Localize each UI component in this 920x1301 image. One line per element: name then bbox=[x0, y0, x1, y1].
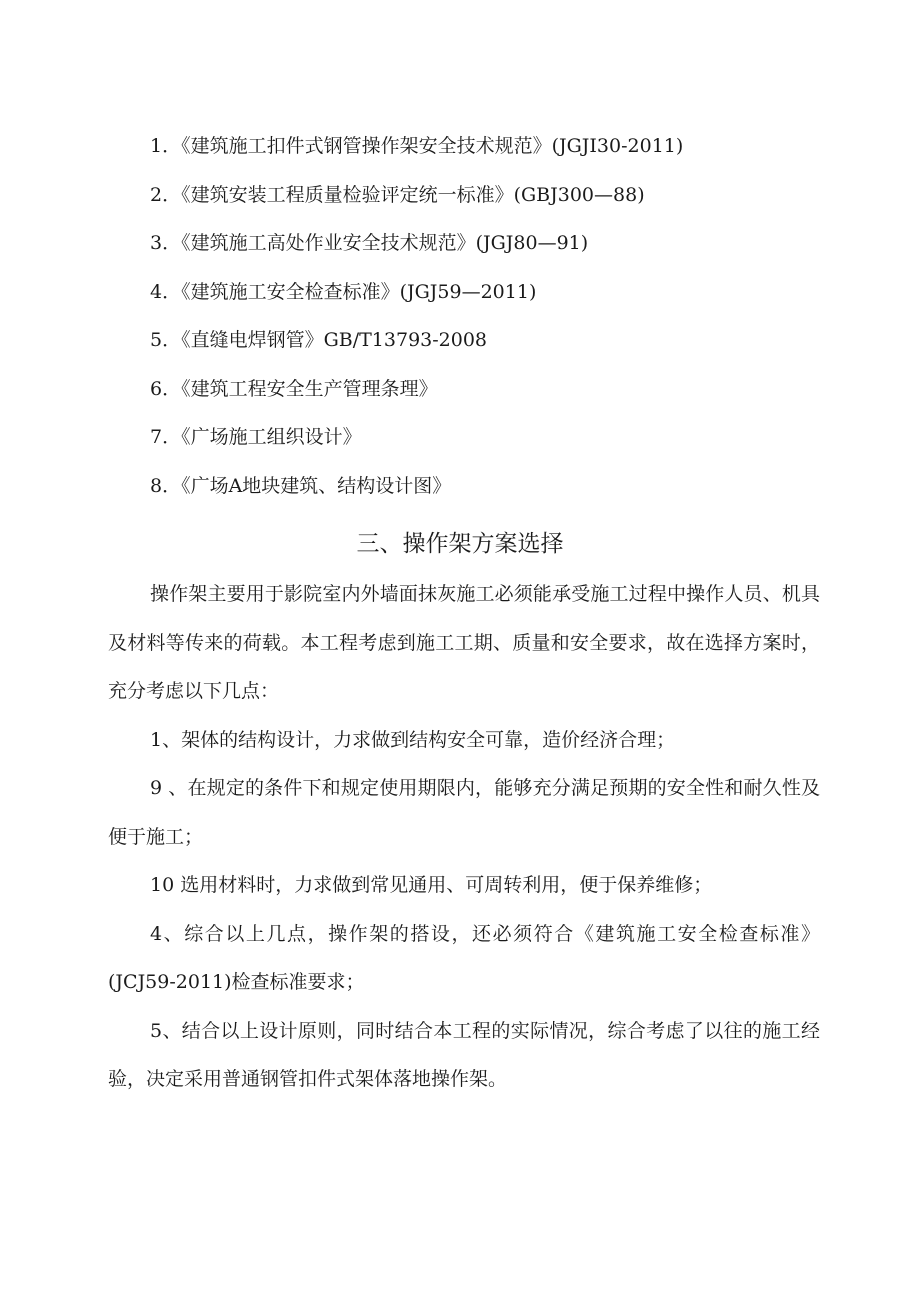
reference-item-2: 2．《建筑安装工程质量检验评定统一标准》(GBJ300—88) bbox=[150, 183, 645, 206]
paragraph-point-4: 4、综合以上几点，操作架的搭设，还必须符合《建筑施工安全检查标准》(JCJ59-2011)检查标准要求； bbox=[108, 922, 820, 993]
paragraph-intro: 操作架主要用于影院室内外墙面抹灰施工必须能承受施工过程中操作人员、机具及材料等传来的荷载。本工程考虑到施工工期、质量和安全要求，故在选择方案时，充分考虑以下几点： bbox=[108, 583, 820, 702]
reference-list bbox=[150, 130, 683, 518]
paragraph-point-3: 10 选用材料时，力求做到常见通用、可周转利用，便于保养维修； bbox=[150, 874, 713, 896]
reference-item-4: 4．《建筑施工安全检查标准》(JGJ59—2011) bbox=[150, 280, 537, 303]
section-body bbox=[108, 570, 820, 1104]
paragraph-point-2: 9 、在规定的条件下和规定使用期限内，能够充分满足预期的安全性和耐久性及便于施工； bbox=[108, 777, 820, 848]
reference-item-8: 8．《广场A地块建筑、结构设计图》 bbox=[150, 474, 452, 497]
paragraph-point-1: 1、架体的结构设计，力求做到结构安全可靠，造价经济合理； bbox=[150, 728, 676, 751]
reference-item-3: 3．《建筑施工高处作业安全技术规范》(JGJ80—91) bbox=[150, 232, 589, 254]
reference-item-7: 7．《广场施工组织设计》 bbox=[150, 426, 362, 448]
reference-item-5: 5．《直缝电焊钢管》GB/T13793-2008 bbox=[150, 329, 488, 351]
section-title: 三、操作架方案选择 bbox=[356, 531, 564, 557]
reference-item-1: 1．《建筑施工扣件式钢管操作架安全技术规范》(JGJI30-2011) bbox=[150, 135, 684, 157]
paragraph-point-5: 5、结合以上设计原则，同时结合本工程的实际情况，综合考虑了以往的施工经验，决定采用普通钢管扣件式架体落地操作架。 bbox=[108, 1019, 820, 1090]
reference-item-6: 6．《建筑工程安全生产管理条理》 bbox=[150, 377, 438, 400]
